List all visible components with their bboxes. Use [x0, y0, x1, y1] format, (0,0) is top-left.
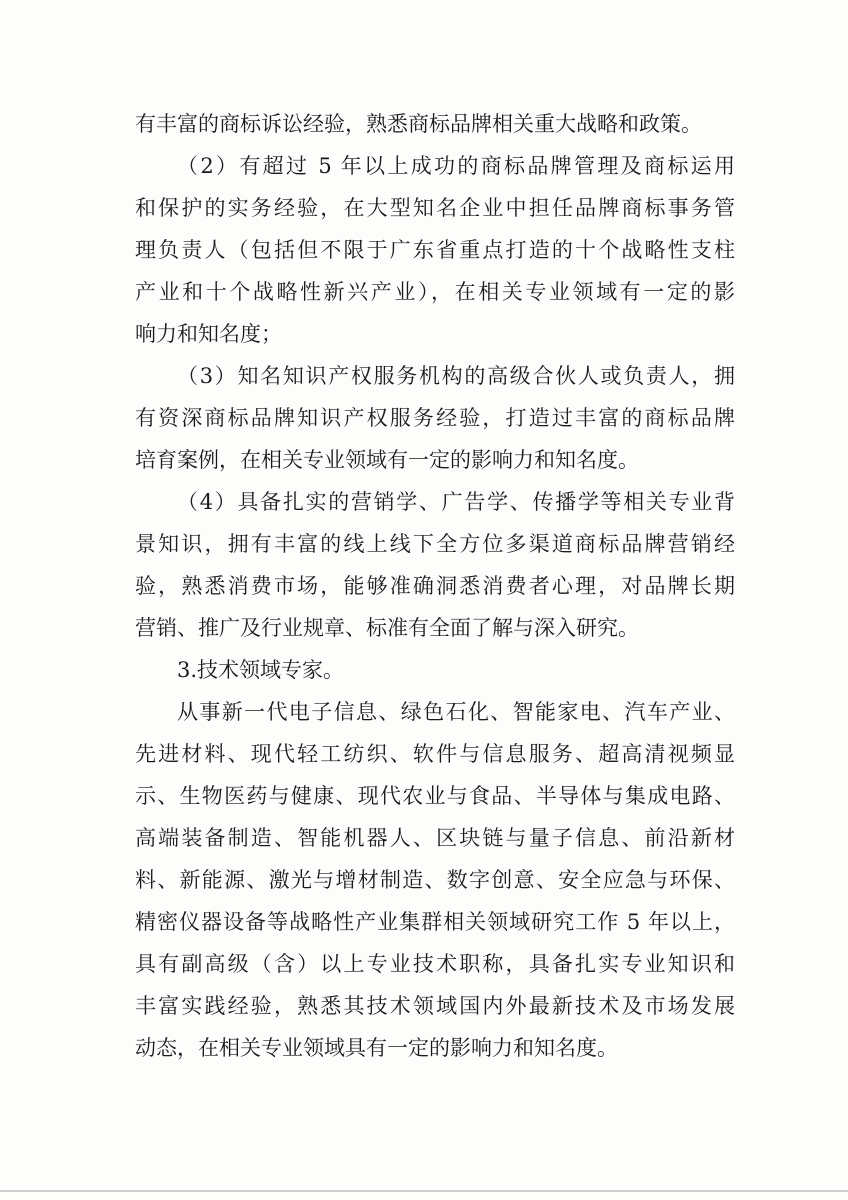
text-line: 3.技术领域专家。: [177, 658, 345, 682]
text-line: 响力和知名度；: [135, 322, 282, 346]
text-line: 高端装备制造、智能机器人、区块链与量子信息、前沿新材: [135, 826, 735, 850]
paragraph-tech-experts: [135, 691, 735, 1069]
text-line: 景知识，拥有丰富的线上线下全方位多渠道商标品牌营销经: [135, 532, 735, 556]
paragraph-item-4: [135, 481, 735, 649]
text-line: （2）有超过 5 年以上成功的商标品牌管理及商标运用: [177, 154, 735, 178]
text-line: 具有副高级（含）以上专业技术职称，具备扎实专业知识和: [135, 952, 735, 976]
text-line: 示、生物医药与健康、现代农业与食品、半导体与集成电路、: [135, 784, 735, 808]
text-line: 丰富实践经验，熟悉其技术领域国内外最新技术及市场发展: [135, 994, 735, 1018]
text-line: 验，熟悉消费市场，能够准确洞悉消费者心理，对品牌长期: [135, 574, 735, 598]
text-line: 产业和十个战略性新兴产业），在相关专业领域有一定的影: [135, 280, 735, 304]
text-line: 营销、推广及行业规章、标准有全面了解与深入研究。: [135, 616, 639, 640]
paragraph-item-2: [135, 145, 735, 355]
text-line: 先进材料、现代轻工纺织、软件与信息服务、超高清视频显: [135, 742, 735, 766]
text-line: 从事新一代电子信息、绿色石化、智能家电、汽车产业、: [177, 700, 735, 724]
text-line: 理负责人（包括但不限于广东省重点打造的十个战略性支柱: [135, 238, 735, 262]
text-line: 精密仪器设备等战略性产业集群相关领域研究工作 5 年以上，: [135, 910, 735, 934]
page-bottom-edge: [0, 1190, 848, 1192]
section-heading-tech-experts: [135, 649, 735, 691]
text-line: 和保护的实务经验，在大型知名企业中担任品牌商标事务管: [135, 196, 735, 220]
text-line: 培育案例，在相关专业领域有一定的影响力和知名度。: [135, 448, 639, 472]
text-line: 有资深商标品牌知识产权服务经验，打造过丰富的商标品牌: [135, 406, 735, 430]
text-line: 料、新能源、激光与增材制造、数字创意、安全应急与环保、: [135, 868, 735, 892]
text-line: （4）具备扎实的营销学、广告学、传播学等相关专业背: [177, 490, 735, 514]
document-body: [135, 103, 735, 1069]
paragraph-item-3: [135, 355, 735, 481]
text-line: （3）知名知识产权服务机构的高级合伙人或负责人，拥: [177, 364, 735, 388]
text-line: 有丰富的商标诉讼经验，熟悉商标品牌相关重大战略和政策。: [135, 112, 702, 136]
text-line: 动态，在相关专业领域具有一定的影响力和知名度。: [135, 1036, 618, 1060]
paragraph-intro-tail: [135, 103, 735, 145]
